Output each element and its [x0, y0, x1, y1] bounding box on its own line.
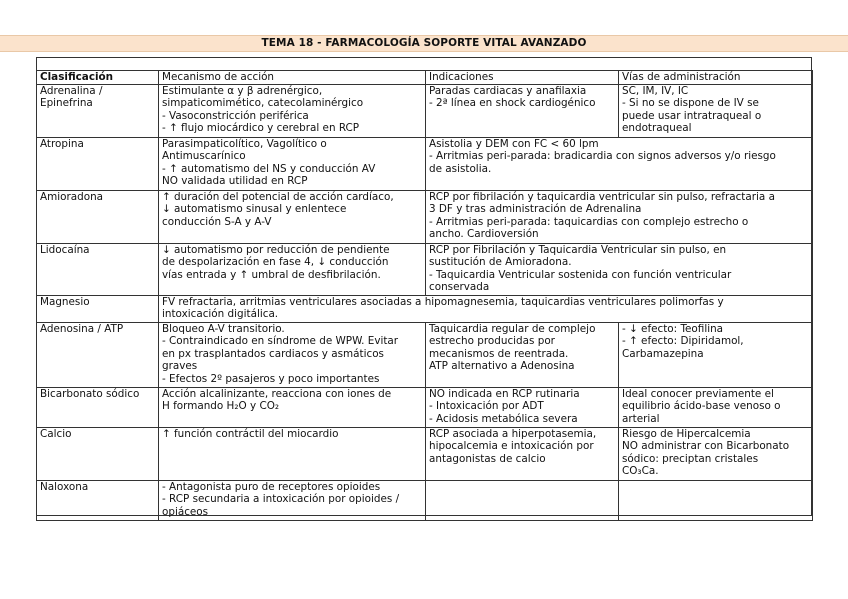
indications-cell [426, 480, 619, 520]
drug-name-cell: Lidocaína [37, 243, 159, 295]
table-row [37, 137, 813, 190]
mechanism-cell: Parasimpaticolítico, Vagolítico o Antimuscarínico - ↑ automatismo del NS y conducción AV NO validada utilidad en RCP [159, 137, 426, 190]
mechanism-cell: Estimulante α y β adrenérgico, simpaticomimético, catecolaminérgico - Vasoconstricción periférica - ↑ flujo miocárdico y cerebral en RCP [159, 84, 426, 137]
drug-name-cell: Naloxona [37, 480, 159, 520]
drug-name-cell: Atropina [37, 137, 159, 190]
drug-table [36, 70, 813, 521]
table-row [37, 295, 813, 322]
indications-cell: Asistolia y DEM con FC < 60 lpm - Arritmias peri-parada: bradicardia con signos adversos y/o riesgo de asistolia. [426, 137, 813, 190]
routes-cell: SC, IM, IV, IC - Si no se dispone de IV se puede usar intratraqueal o endotraqueal [619, 84, 813, 137]
table-row [37, 387, 813, 427]
mechanism-cell: Bloqueo A-V transitorio. - Contraindicado en síndrome de WPW. Evitar en px trasplantados cardiacos y asmáticos graves - Efectos 2º pasajeros y poco importantes [159, 322, 426, 387]
table-row [37, 84, 813, 137]
table-row [37, 243, 813, 295]
table-row [37, 427, 813, 480]
indications-cell: RCP asociada a hiperpotasemia, hipocalcemia e intoxicación por antagonistas de calcio [426, 427, 619, 480]
routes-cell: Ideal conocer previamente el equilibrio ácido-base venoso o arterial [619, 387, 813, 427]
indications-cell: Taquicardia regular de complejo estrecho producidas por mecanismos de reentrada. ATP alternativo a Adenosina [426, 322, 619, 387]
indications-cell: NO indicada en RCP rutinaria - Intoxicación por ADT - Acidosis metabólica severa [426, 387, 619, 427]
indications-cell: Paradas cardiacas y anafilaxia - 2ª línea en shock cardiogénico [426, 84, 619, 137]
mechanism-cell: ↓ automatismo por reducción de pendiente de despolarización en fase 4, ↓ conducción vías entrada y ↑ umbral de desfibrilación. [159, 243, 426, 295]
page-title: TEMA 18 - FARMACOLOGÍA SOPORTE VITAL AVANZADO [0, 35, 848, 52]
mechanism-cell: ↑ duración del potencial de acción cardíaco, ↓ automatismo sinusal y enlentece conducción S-A y A-V [159, 190, 426, 243]
indications-cell: RCP por fibrilación y taquicardia ventricular sin pulso, refractaria a 3 DF y tras administración de Adrenalina - Arritmias peri-parada: taquicardias con complejo estrecho o ancho. Cardioversión [426, 190, 813, 243]
mechanism-cell: ↑ función contráctil del miocardio [159, 427, 426, 480]
drug-name-cell: Adenosina / ATP [37, 322, 159, 387]
table-row [37, 322, 813, 387]
header-mechanism: Mecanismo de acción [159, 71, 426, 85]
routes-cell: - ↓ efecto: Teofilina - ↑ efecto: Dipiridamol, Carbamazepina [619, 322, 813, 387]
table-row [37, 190, 813, 243]
drug-name-cell: Magnesio [37, 295, 159, 322]
mechanism-cell: Acción alcalinizante, reacciona con iones de H formando H₂O y CO₂ [159, 387, 426, 427]
header-indications: Indicaciones [426, 71, 619, 85]
mechanism-cell: - Antagonista puro de receptores opioides - RCP secundaria a intoxicación por opioides / opiáceos [159, 480, 426, 520]
mechanism-cell: FV refractaria, arritmias ventriculares asociadas a hipomagnesemia, taquicardias ventriculares polimorfas y intoxicación digitálica. [159, 295, 813, 322]
drug-name-cell: Bicarbonato sódico [37, 387, 159, 427]
header-classification: Clasificación [37, 71, 159, 85]
drug-name-cell: Adrenalina / Epinefrina [37, 84, 159, 137]
drug-name-cell: Amioradona [37, 190, 159, 243]
routes-cell: Riesgo de Hipercalcemia NO administrar con Bicarbonato sódico: preciptan cristales CO₃Ca. [619, 427, 813, 480]
drug-name-cell: Calcio [37, 427, 159, 480]
indications-cell: RCP por Fibrilación y Taquicardia Ventricular sin pulso, en sustitución de Amioradona. - Taquicardia Ventricular sostenida con función ventricular conservada [426, 243, 813, 295]
header-routes: Vías de administración [619, 71, 813, 85]
routes-cell [619, 480, 813, 520]
table-row [37, 480, 813, 520]
table-header-row [37, 71, 813, 85]
